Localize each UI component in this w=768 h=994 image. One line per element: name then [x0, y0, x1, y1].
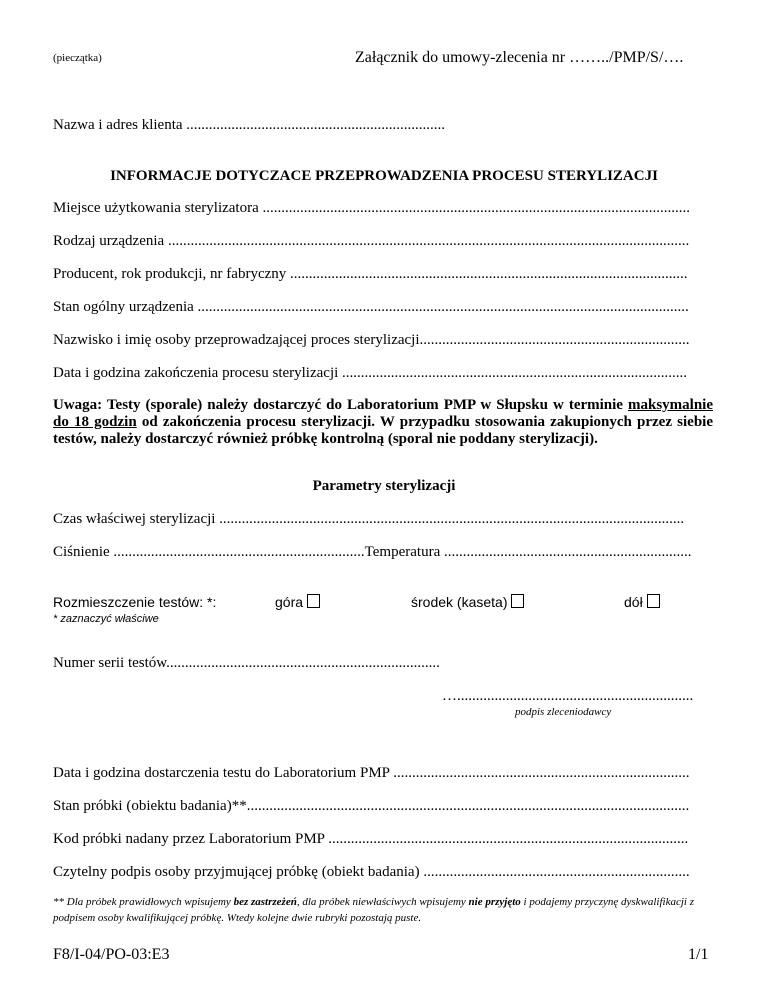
warning-note: Uwaga: Testy (sporale) należy dostarczyć do Laboratorium PMP w Słupsku w terminie maksymalnie do 18 godzin od zakończenia procesu sterylizacji. W przypadku stosowania zakupionych przez siebie testów, należy dostarczyć również próbkę kontrolną (sporal nie poddany sterylizacji).: [53, 397, 713, 447]
checkbox-bottom[interactable]: [647, 594, 660, 608]
field-test-series[interactable]: Numer serii testów.........................................................................: [53, 655, 440, 671]
placement-option-bottom[interactable]: dół: [624, 594, 660, 610]
params-title: Parametry sterylizacji: [312, 478, 456, 494]
field-end-datetime[interactable]: Data i godzina zakończenia procesu sterylizacji ............................................................................................: [53, 365, 688, 381]
checkbox-middle[interactable]: [511, 594, 524, 608]
checkbox-top[interactable]: [307, 594, 320, 608]
field-sample-code[interactable]: Kod próbki nadany przez Laboratorium PMP ................................................................................................: [53, 831, 689, 847]
placement-note: * zaznaczyć właściwe: [53, 613, 159, 625]
field-receiver-signature[interactable]: Czytelny podpis osoby przyjmującej próbkę (obiekt badania) .......................................................................: [53, 864, 690, 880]
field-device-type[interactable]: Rodzaj urządzenia ...........................................................................................................................................: [53, 233, 690, 249]
field-device-state[interactable]: Stan ogólny urządzenia ...................................................................................................................................: [53, 299, 689, 315]
signature-label: podpis zleceniodawcy: [515, 706, 612, 718]
field-location[interactable]: Miejsce użytkowania sterylizatora ..................................................................................................................: [53, 200, 691, 216]
page-number: 1/1: [688, 946, 709, 963]
field-delivery-datetime[interactable]: Data i godzina dostarczenia testu do Laboratorium PMP ...............................................................................: [53, 765, 690, 781]
footnote: ** Dla próbek prawidłowych wpisujemy bez zastrzeżeń, dla próbek niewłaściwych wpisujemy nie przyjęto i podajemy przyczynę dyskwalifikacji z podpisem osoby kwalifikującej próbkę. Wtedy kolejne dwie rubryki pozostają puste.: [53, 896, 695, 924]
annex-title: Załącznik do umowy-zlecenia nr ……../PMP/S/….: [355, 49, 684, 66]
field-sample-state[interactable]: Stan próbki (obiektu badania)**......................................................................................................................: [53, 798, 690, 814]
field-pressure-temperature[interactable]: Ciśnienie ...................................................................Temperatura ..................................................................: [53, 544, 692, 560]
placement-option-middle[interactable]: środek (kaseta): [411, 594, 524, 610]
form-code: F8/I-04/PO-03:E3: [53, 946, 170, 963]
section-title: INFORMACJE DOTYCZACE PRZEPROWADZENIA PROCESU STERYLIZACJI: [110, 168, 658, 184]
stamp-label: (pieczątka): [53, 52, 102, 64]
signature-line[interactable]: …...............................................................: [442, 688, 694, 704]
field-sterilization-time[interactable]: Czas właściwej sterylizacji ............................................................................................................................: [53, 511, 685, 527]
placement-option-top[interactable]: góra: [275, 594, 320, 610]
client-name-field[interactable]: Nazwa i adres klienta .....................................................................: [53, 117, 446, 133]
warning-deadline: maksymalnie do 18 godzin: [53, 397, 713, 430]
field-manufacturer[interactable]: Producent, rok produkcji, nr fabryczny ..........................................................................................................: [53, 266, 688, 282]
field-operator-name[interactable]: Nazwisko i imię osoby przeprowadzającej proces sterylizacji........................................................................: [53, 332, 690, 348]
placement-label: Rozmieszczenie testów: *:: [53, 594, 217, 610]
